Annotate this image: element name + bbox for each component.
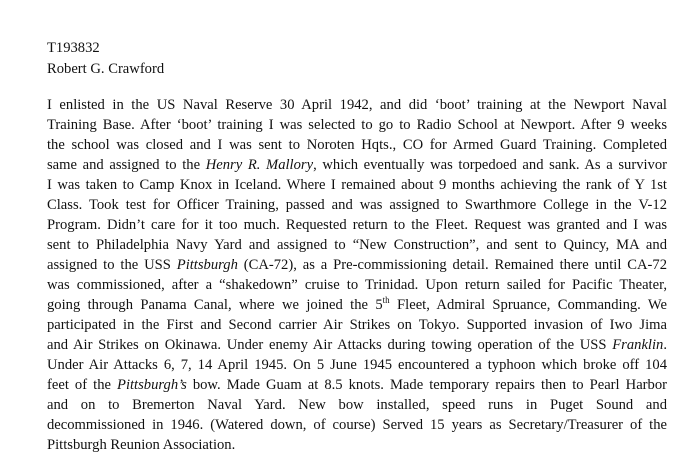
text-line: Under Air Attacks 6, 7, 14 April 1945. On 5 June 1945 encountered a typhoon which broke off 104 xyxy=(47,357,667,373)
text-line: I was taken to Camp Knox in Iceland. Where I remained about 9 months achieving the rank of Y 1st xyxy=(47,177,667,193)
text-line: the school was closed and I was sent to Noroten Hqts., CO for Armed Guard Training. Completed xyxy=(47,137,667,153)
text-line: and on to Bremerton Naval Yard. New bow installed, speed runs in Puget Sound and xyxy=(47,397,667,413)
text-line: Pittsburgh Reunion Association. xyxy=(47,437,236,453)
author-name: Robert G. Crawford xyxy=(47,61,165,77)
ship-name-italic: Franklin xyxy=(612,337,664,353)
text-line: sent to Philadelphia Navy Yard and assigned to “New Construction”, and sent to Quincy, MA and xyxy=(47,237,667,253)
text-line: feet of the Pittsburgh’s bow. Made Guam at 8.5 knots. Made temporary repairs then to Pearl Harbor xyxy=(47,377,667,393)
ship-name-italic: Pittsburgh’s xyxy=(117,377,187,393)
text-line: Class. Took test for Officer Training, passed and was assigned to Swarthmore College in the V-12 xyxy=(47,197,667,213)
text-line: assigned to the USS Pittsburgh (CA-72), as a Pre-commissioning detail. Remained there until CA-72 xyxy=(47,257,667,273)
text-line: same and assigned to the Henry R. Mallory, which eventually was torpedoed and sank. As a survivor xyxy=(47,157,667,173)
ship-name-italic: Pittsburgh xyxy=(176,257,238,273)
document-id: T193832 xyxy=(47,40,100,56)
text-line: I enlisted in the US Naval Reserve 30 April 1942, and did ‘boot’ training at the Newport Naval xyxy=(47,97,667,113)
document-header xyxy=(47,38,164,80)
narrative-paragraph xyxy=(47,95,667,455)
ship-name-italic: Henry R. Mallory xyxy=(205,157,314,173)
text-line: Program. Didn’t care for it too much. Requested return to the Fleet. Request was granted and I was xyxy=(47,217,667,233)
ordinal-superscript: th xyxy=(382,295,390,306)
text-line: was commissioned, after a “shakedown” cruise to Trinidad. Upon return sailed for Pacific Theater, xyxy=(47,277,667,293)
text-line: and Air Strikes on Okinawa. Under enemy Air Attacks during towing operation of the USS Franklin. xyxy=(47,337,667,353)
text-line: participated in the First and Second carrier Air Strikes on Tokyo. Supported invasion of Iwo Jima xyxy=(47,317,667,333)
text-line: Training Base. After ‘boot’ training I was selected to go to Radio School at Newport. After 9 weeks xyxy=(47,117,667,133)
text-line: going through Panama Canal, where we joined the 5th Fleet, Admiral Spruance, Commanding. We xyxy=(47,295,668,313)
text-line: decommissioned in 1946. (Watered down, of course) Served 15 years as Secretary/Treasurer of the xyxy=(47,417,667,433)
